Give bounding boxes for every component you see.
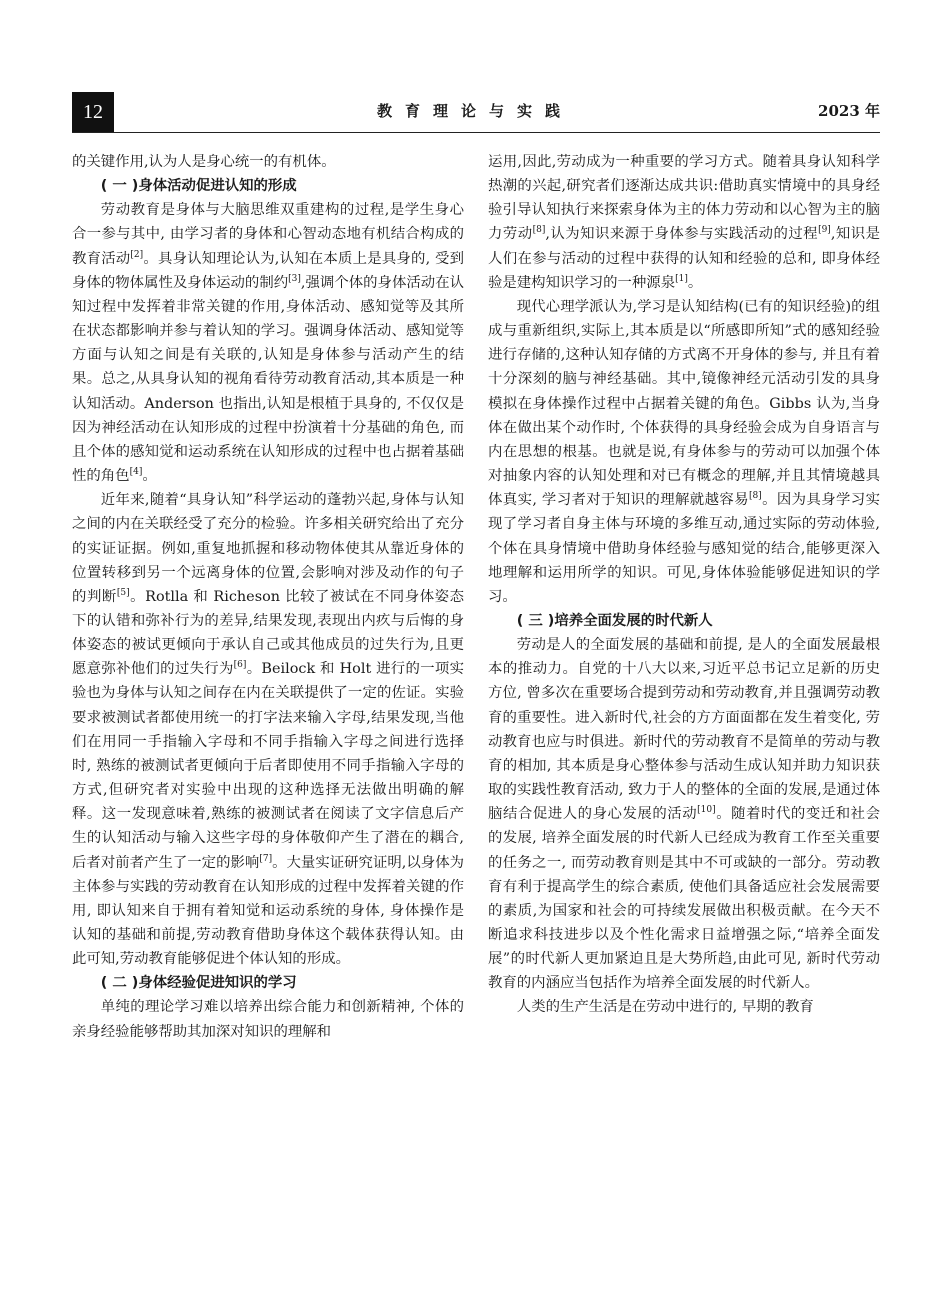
citation: [7]	[259, 853, 273, 864]
section-heading-1: ( 一 )身体活动促进认知的形成	[100, 178, 297, 195]
paragraph: 劳动是人的全面发展的基础和前提, 是人的全面发展最根本的推动力。自党的十八大以来,习近平总书记立足新的历史方位, 曾多次在重要场合提到劳动和劳动教育,并且强调劳动教育的重要性。进入新时代,社会的方方面面都在发生着变化, 劳动教育也应与时俱进。新时代的劳动教育不是简单的劳动与教育的相加, 其本质是身心整体参与活动生成认知并助力知识获取的实践性教育活动, 致力于人的整体的全面的发展,是通过体脑结合促进人的身心发展的活动[10]。随着时代的变迁和社会的发展, 培养全面发展的时代新人已经成为教育工作至关重要的任务之一, 而劳动教育则是其中不可或缺的一部分。劳动教育有利于提高学生的综合素质, 使他们具备适应社会发展需要的素质,为国家和社会的可持续发展做出积极贡献。在今天不断追求科技进步以及个性化需求日益增强之际,“培养全面发展”的时代新人更加紧迫且是大势所趋,由此可见, 新时代劳动教育的内涵应当包括作为培养全面发展的时代新人。	[488, 637, 880, 992]
publication-year: 2023 年	[818, 102, 880, 120]
paragraph: 劳动教育是身体与大脑思维双重建构的过程,是学生身心合一参与其中, 由学习者的身体和心智动态地有机结合构成的教育活动[2]。具身认知理论认为,认知在本质上是具身的, 受到身体的物体属性及身体运动的制约[3],强调个体的身体活动在认知过程中发挥着非常关键的作用,身体活动、感知觉等及其所在状态都影响并参与着认知的学习。强调身体活动、感知觉等方面与认知之间是有关联的,认知是身体参与活动产生的结果。总之,从具身认知的视角看待劳动教育活动,其本质是一种认知活动。Anderson 也指出,认知是根植于具身的, 不仅仅是因为神经活动在认知形成的过程中扮演着十分基础的角色, 而且个体的感知觉和运动系统在认知形成的过程中也占据着基础性的角色[4]。	[72, 202, 464, 485]
header-divider	[72, 132, 880, 133]
paragraph-continuation: 运用,因此,劳动成为一种重要的学习方式。随着具身认知科学热潮的兴起,研究者们逐渐达成共识:借助真实情境中的具身经验引导认知执行来探索身体为主的体力劳动和以心智为主的脑力劳动[8],认为知识来源于身体参与实践活动的过程[9],知识是人们在参与活动的过程中获得的认知和经验的总和, 即身体经验是建构知识学习的一种源泉[1]。	[488, 154, 880, 291]
paragraph: 现代心理学派认为,学习是认知结构(已有的知识经验)的组成与重新组织,实际上,其本质是以“所感即所知”式的感知经验进行存储的,这种认知存储的方式离不开身体的参与, 并且有着十分深刻的脑与神经基础。其中,镜像神经元活动引发的具身模拟在身体操作过程中占据着关键的角色。Gibbs 认为,当身体在做出某个动作时, 个体获得的具身经验会成为自身语言与内在思想的根基。也就是说,有身体参与的劳动可以加强个体对抽象内容的认知处理和对已有概念的理解,并且其情境越具体真实, 学习者对于知识的理解就越容易[8]。因为具身学习实现了学习者自身主体与环境的多维互动,通过实际的劳动体验,个体在具身情境中借助身体经验与感知觉的结合,能够更深入地理解和运用所学的知识。可见,身体体验能够促进知识的学习。	[488, 298, 880, 605]
journal-title: 教育理论与实践	[376, 102, 573, 120]
left-column	[72, 150, 464, 1044]
citation: [3]	[288, 273, 301, 284]
paragraph: 人类的生产生活是在劳动中进行的, 早期的教育	[516, 999, 814, 1016]
citation: [5]	[116, 588, 130, 599]
citation: [8]	[532, 225, 546, 236]
citation: [2]	[130, 249, 144, 260]
paragraph: 单纯的理论学习难以培养出综合能力和创新精神, 个体的亲身经验能够帮助其加深对知识的理解和	[72, 999, 464, 1040]
citation: [1]	[675, 273, 688, 284]
citation: [10]	[697, 805, 716, 816]
section-heading-2: ( 二 )身体经验促进知识的学习	[100, 975, 297, 992]
paragraph-continuation: 的关键作用,认为人是身心统一的有机体。	[72, 154, 336, 170]
citation: [6]	[233, 660, 247, 671]
section-heading-3: ( 三 )培养全面发展的时代新人	[516, 612, 713, 629]
citation: [9]	[818, 225, 831, 236]
page-number: 12	[72, 92, 114, 132]
paragraph: 近年来,随着“具身认知”科学运动的蓬勃兴起,身体与认知之间的内在关联经受了充分的检验。许多相关研究给出了充分的实证证据。例如,重复地抓握和移动物体使其从靠近身体的位置转移到另一个远离身体的位置,会影响对涉及动作的句子的判断[5]。Rotlla 和 Richeson 比较了被试在不同身体姿态下的认错和弥补行为的差异,结果发现,表现出内疚与后悔的身体姿态的被试更倾向于承认自己或其他成员的过失行为,且更愿意弥补他们的过失行为[6]。Beilock 和 Holt 进行的一项实验也为身体与认知之间存在内在关联提供了一定的佐证。实验要求被测试者都使用统一的打字法来输入字母,结果发现,当他们在用同一手指输入字母和不同手指输入字母之间进行选择时, 熟练的被测试者更倾向于后者即使用不同手指输入字母的方式,但研究者对实验中出现的这种选择无法做出明确的解释。这一发现意味着,熟练的被测试者在阅读了文字信息后产生的认知活动与输入这些字母的身体敬仰产生了潜在的耦合,后者对前者产生了一定的影响[7]。大量实证研究证明,以身体为主体参与实践的劳动教育在认知形成的过程中发挥着关键的作用, 即认知来自于拥有着知觉和运动系统的身体, 身体操作是认知的基础和前提,劳动教育借助身体这个载体获得认知。由此可知,劳动教育能够促进个体认知的形成。	[72, 492, 464, 968]
citation: [8]	[748, 491, 762, 502]
right-column	[488, 150, 880, 1020]
citation: [4]	[129, 467, 143, 478]
